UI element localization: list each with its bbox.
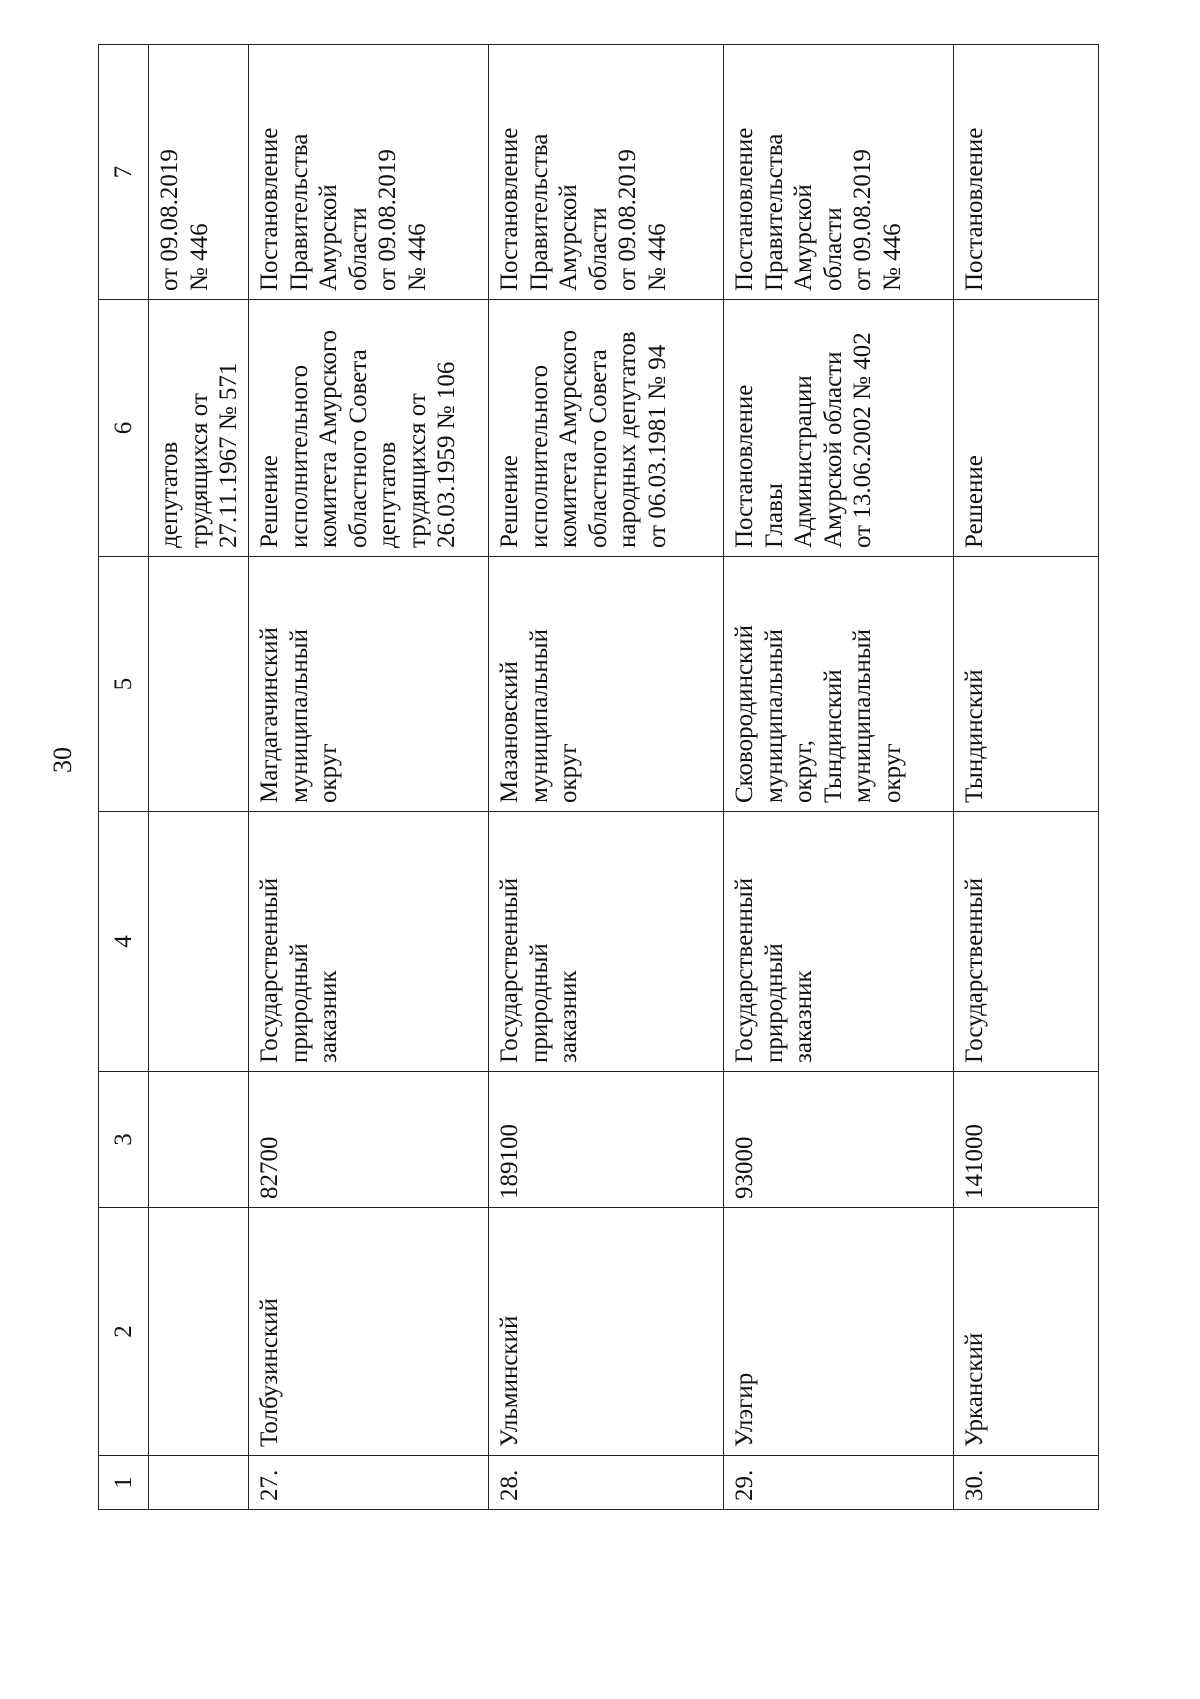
- cell-category: [149, 812, 249, 1072]
- text-line: Правительства: [760, 133, 788, 291]
- text-line: трудящихся от: [403, 393, 431, 548]
- text-line: Магдагачинский: [256, 627, 283, 803]
- text-line: 26.03.1959 № 106: [433, 361, 460, 548]
- cell-established: [954, 300, 1099, 557]
- cell-number: 28.: [489, 1456, 724, 1510]
- text-line: депутатов: [156, 441, 183, 548]
- cell-name: Урканский: [954, 1208, 1099, 1456]
- header-cell: 3: [99, 1072, 149, 1208]
- header-cell: 1: [99, 1456, 149, 1510]
- cell-name: Улэгир: [724, 1208, 954, 1456]
- cell-category: [489, 812, 724, 1072]
- text-line: округ: [555, 743, 582, 803]
- text-line: трудящихся от: [185, 393, 213, 548]
- cell-regulation: [489, 45, 724, 300]
- text-line: муниципальный: [525, 629, 553, 803]
- cell-category: [724, 812, 954, 1072]
- cell-regulation: [724, 45, 954, 300]
- cell-regulation: [149, 45, 249, 300]
- text-line: Правительства: [525, 133, 553, 291]
- text-line: Постановление: [731, 384, 758, 548]
- cell-name: [149, 1208, 249, 1456]
- header-row: [99, 45, 149, 1510]
- table-row: [489, 45, 724, 1510]
- text-line: от 09.08.2019: [374, 149, 401, 291]
- cell-established: [249, 300, 489, 557]
- text-line: Постановление: [256, 127, 283, 291]
- text-line: природный: [285, 943, 313, 1063]
- text-line: 27.11.1967 № 571: [215, 362, 242, 548]
- text-line: Решение: [496, 455, 523, 548]
- text-line: Амурской области: [819, 351, 847, 548]
- text-line: исполнительного: [525, 364, 553, 548]
- text-line: исполнительного: [285, 364, 313, 548]
- cell-area: 141000: [954, 1072, 1099, 1208]
- text-line: областного Совета: [584, 349, 612, 548]
- continuation-row: [149, 45, 249, 1510]
- page-number: 30: [48, 747, 77, 773]
- text-line: Тындинский: [819, 669, 847, 803]
- cell-established: [149, 300, 249, 557]
- header-cell: 2: [99, 1208, 149, 1456]
- text-line: № 446: [403, 223, 431, 291]
- text-line: № 446: [643, 223, 671, 291]
- text-line: Решение: [256, 455, 283, 548]
- header-cell: 4: [99, 812, 149, 1072]
- text-line: Амурской: [315, 184, 342, 291]
- header-cell: 7: [99, 45, 149, 300]
- cell-number: 30.: [954, 1456, 1099, 1510]
- cell-location: [954, 557, 1099, 812]
- cell-established: [489, 300, 724, 557]
- text-line: Главы: [760, 483, 788, 548]
- header-cell: 5: [99, 557, 149, 812]
- text-line: Мазановский: [496, 661, 523, 803]
- text-line: комитета Амурского: [555, 329, 582, 548]
- text-line: Государственный: [256, 877, 283, 1063]
- text-line: областного Совета: [344, 349, 372, 548]
- text-line: Постановление: [961, 127, 988, 291]
- protected-areas-table: [98, 44, 1099, 1510]
- cell-established: [724, 300, 954, 557]
- cell-number: [149, 1456, 249, 1510]
- cell-category: [954, 812, 1099, 1072]
- text-line: Амурской: [555, 184, 582, 291]
- cell-name: Ульминский: [489, 1208, 724, 1456]
- cell-number: 27.: [249, 1456, 489, 1510]
- text-line: области: [344, 207, 372, 291]
- text-line: от 09.08.2019: [614, 149, 641, 291]
- cell-regulation: [954, 45, 1099, 300]
- text-line: области: [819, 207, 847, 291]
- table-row: [724, 45, 954, 1510]
- text-line: № 446: [878, 223, 906, 291]
- cell-area: 93000: [724, 1072, 954, 1208]
- table-row: [249, 45, 489, 1510]
- text-line: муниципальный: [849, 629, 876, 803]
- text-line: заказник: [555, 970, 582, 1063]
- text-line: народных депутатов: [614, 331, 641, 548]
- text-line: области: [584, 207, 612, 291]
- text-line: муниципальный: [285, 629, 313, 803]
- text-line: Сковородинский: [731, 625, 758, 803]
- text-line: заказник: [315, 970, 342, 1063]
- cell-area: 82700: [249, 1072, 489, 1208]
- cell-area: [149, 1072, 249, 1208]
- text-line: от 13.06.2002 № 402: [849, 332, 876, 548]
- table-row: [954, 45, 1099, 1510]
- text-line: от 09.08.2019: [156, 149, 183, 291]
- text-line: округ,: [790, 739, 817, 803]
- text-line: Государственный: [496, 877, 523, 1063]
- cell-location: [249, 557, 489, 812]
- text-line: Государственный: [961, 877, 988, 1063]
- cell-regulation: [249, 45, 489, 300]
- text-line: депутатов: [374, 441, 401, 548]
- cell-name: Толбузинский: [249, 1208, 489, 1456]
- text-line: природный: [525, 943, 553, 1063]
- text-line: Постановление: [731, 127, 758, 291]
- cell-area: 189100: [489, 1072, 724, 1208]
- cell-location: [724, 557, 954, 812]
- text-line: заказник: [790, 970, 817, 1063]
- rotated-table-wrapper: [98, 45, 1098, 1510]
- text-line: Постановление: [496, 127, 523, 291]
- text-line: № 446: [185, 223, 213, 291]
- text-line: муниципальный: [760, 629, 788, 803]
- text-line: природный: [760, 943, 788, 1063]
- text-line: Тындинский: [961, 669, 988, 803]
- text-line: округ: [878, 743, 906, 803]
- cell-location: [489, 557, 724, 812]
- text-line: Решение: [961, 455, 988, 548]
- text-line: от 09.08.2019: [849, 149, 876, 291]
- text-line: Администрации: [790, 375, 817, 548]
- text-line: Амурской: [790, 184, 817, 291]
- text-line: комитета Амурского: [315, 329, 342, 548]
- text-line: Государственный: [731, 877, 758, 1063]
- cell-category: [249, 812, 489, 1072]
- text-line: Правительства: [285, 133, 313, 291]
- header-cell: 6: [99, 300, 149, 557]
- text-line: от 06.03.1981 № 94: [643, 344, 671, 548]
- cell-number: 29.: [724, 1456, 954, 1510]
- text-line: округ: [315, 743, 342, 803]
- cell-location: [149, 557, 249, 812]
